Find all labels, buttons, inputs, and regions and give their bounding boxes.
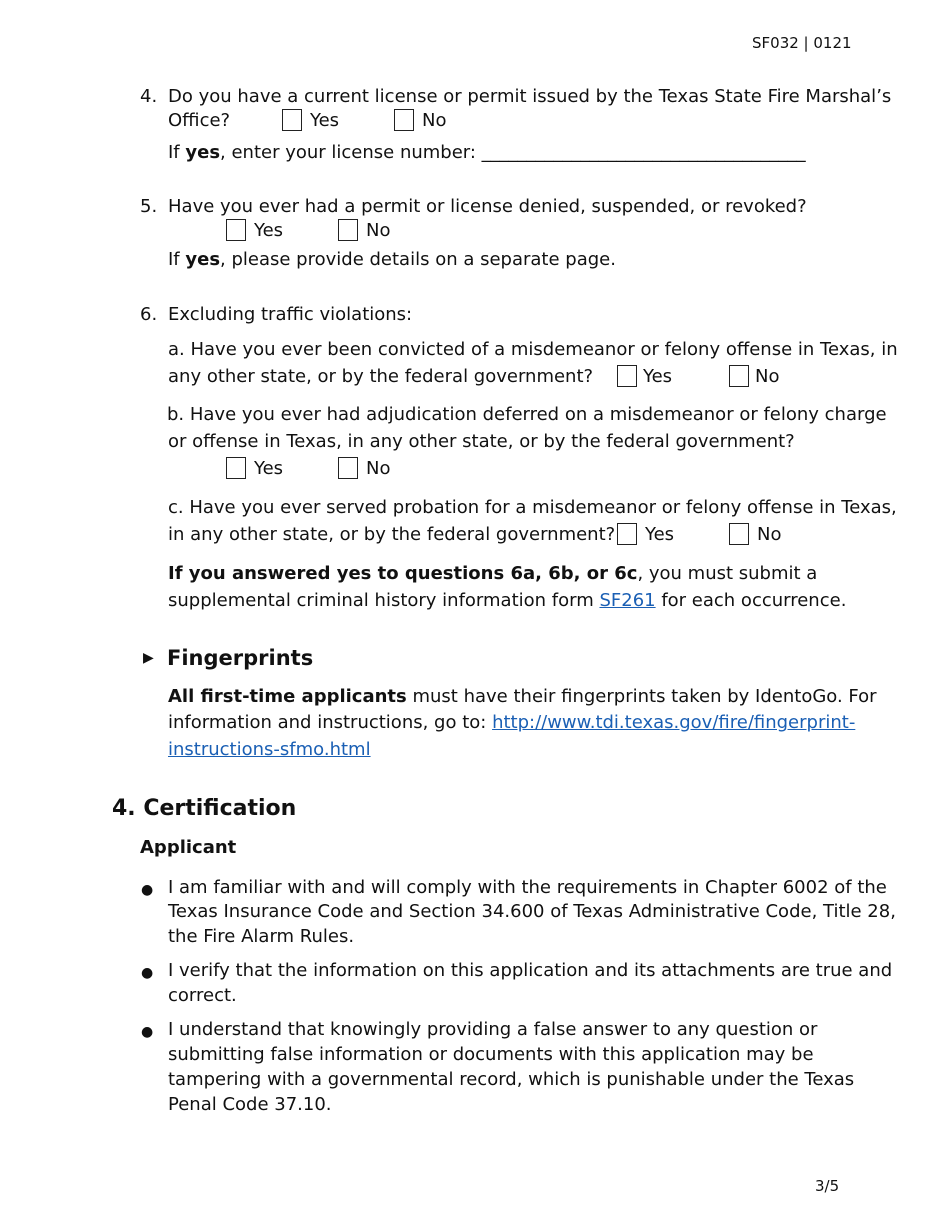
q6b-text-line2: or offense in Texas, in any other state, or by the federal government? (168, 431, 795, 452)
bullet-icon: ● (141, 965, 154, 981)
q6c-yes-checkbox[interactable] (617, 523, 637, 545)
q5-yes-checkbox[interactable] (226, 219, 246, 241)
fingerprints-text-line2: information and instructions, go to: http://www.tdi.texas.gov/fire/fingerprint- (168, 712, 856, 733)
q6c-yes-label: Yes (645, 524, 675, 545)
form-code: SF032 | 0121 (752, 34, 852, 52)
q6-number: 6. (140, 304, 158, 325)
q4-text-line1: Do you have a current license or permit issued by the Texas State Fire Marshal’s (168, 86, 892, 107)
cert-bullet1-line2: Texas Insurance Code and Section 34.600 of Texas Administrative Code, Title 28, (168, 901, 896, 922)
q4-yes-label: Yes (310, 110, 340, 131)
q6b-no-checkbox[interactable] (338, 457, 358, 479)
q4-no-label: No (422, 110, 447, 131)
cert-bullet3-line2: submitting false information or documents with this application may be (168, 1044, 814, 1065)
q4-number: 4. (140, 86, 158, 107)
q6b-yes-checkbox[interactable] (226, 457, 246, 479)
q6b-yes-label: Yes (254, 458, 284, 479)
q6b-text-line1: b. Have you ever had adjudication deferred on a misdemeanor or felony charge (167, 404, 887, 425)
q6c-text-line2: in any other state, or by the federal government? (168, 524, 616, 545)
q6a-no-label: No (755, 366, 780, 387)
cert-bullet3-line3: tampering with a governmental record, which is punishable under the Texas (168, 1069, 855, 1090)
q4-text-line2: Office? (168, 110, 231, 131)
sf261-link[interactable]: SF261 (599, 590, 656, 611)
bullet-icon: ● (141, 1024, 154, 1040)
cert-bullet3-line4: Penal Code 37.10. (168, 1094, 332, 1115)
q6-intro: Excluding traffic violations: (168, 304, 413, 325)
q4-yes-checkbox[interactable] (282, 109, 302, 131)
certification-heading: 4. Certification (112, 796, 297, 821)
fingerprints-expand-icon[interactable]: ▶ (143, 650, 154, 666)
q4-no-checkbox[interactable] (394, 109, 414, 131)
q6a-text-line2: any other state, or by the federal government? (168, 366, 594, 387)
cert-bullet2-line1: I verify that the information on this application and its attachments are true and (168, 960, 893, 981)
q6b-no-label: No (366, 458, 391, 479)
cert-bullet2-line2: correct. (168, 985, 237, 1006)
q6-note-line1: If you answered yes to questions 6a, 6b, or 6c, you must submit a (168, 563, 818, 584)
q6c-no-checkbox[interactable] (729, 523, 749, 545)
q5-no-label: No (366, 220, 391, 241)
q5-text: Have you ever had a permit or license denied, suspended, or revoked? (168, 196, 807, 217)
q5-yes-label: Yes (254, 220, 284, 241)
fingerprint-instructions-link-part1[interactable]: http://www.tdi.texas.gov/fire/fingerprint- (492, 712, 856, 733)
cert-bullet3-line1: I understand that knowingly providing a false answer to any question or (168, 1019, 818, 1040)
q5-number: 5. (140, 196, 158, 217)
q6-note-line2: supplemental criminal history information form SF261 for each occurrence. (168, 590, 847, 611)
q6a-yes-label: Yes (643, 366, 673, 387)
q6a-yes-checkbox[interactable] (617, 365, 637, 387)
q5-details-instruction: If yes, please provide details on a separate page. (168, 249, 616, 270)
q6c-no-label: No (757, 524, 782, 545)
fingerprints-heading[interactable]: Fingerprints (167, 646, 314, 670)
fingerprints-text-line1: All first-time applicants must have their fingerprints taken by IdentoGo. For (168, 686, 877, 707)
cert-bullet1-line3: the Fire Alarm Rules. (168, 926, 355, 947)
q5-no-checkbox[interactable] (338, 219, 358, 241)
fingerprint-instructions-link-part2[interactable]: instructions-sfmo.html (168, 739, 371, 760)
fingerprints-text-line3 (168, 741, 371, 759)
q4-license-instruction: If yes, enter your license number: ____________________________________ (168, 142, 806, 163)
q6c-text-line1: c. Have you ever served probation for a misdemeanor or felony offense in Texas, (168, 497, 897, 518)
q6a-no-checkbox[interactable] (729, 365, 749, 387)
cert-bullet1-line1: I am familiar with and will comply with the requirements in Chapter 6002 of the (168, 877, 887, 898)
applicant-subheading: Applicant (140, 837, 237, 858)
page-number: 3/5 (815, 1177, 840, 1195)
q6a-text-line1: a. Have you ever been convicted of a misdemeanor or felony offense in Texas, in (168, 339, 898, 360)
bullet-icon: ● (141, 882, 154, 898)
